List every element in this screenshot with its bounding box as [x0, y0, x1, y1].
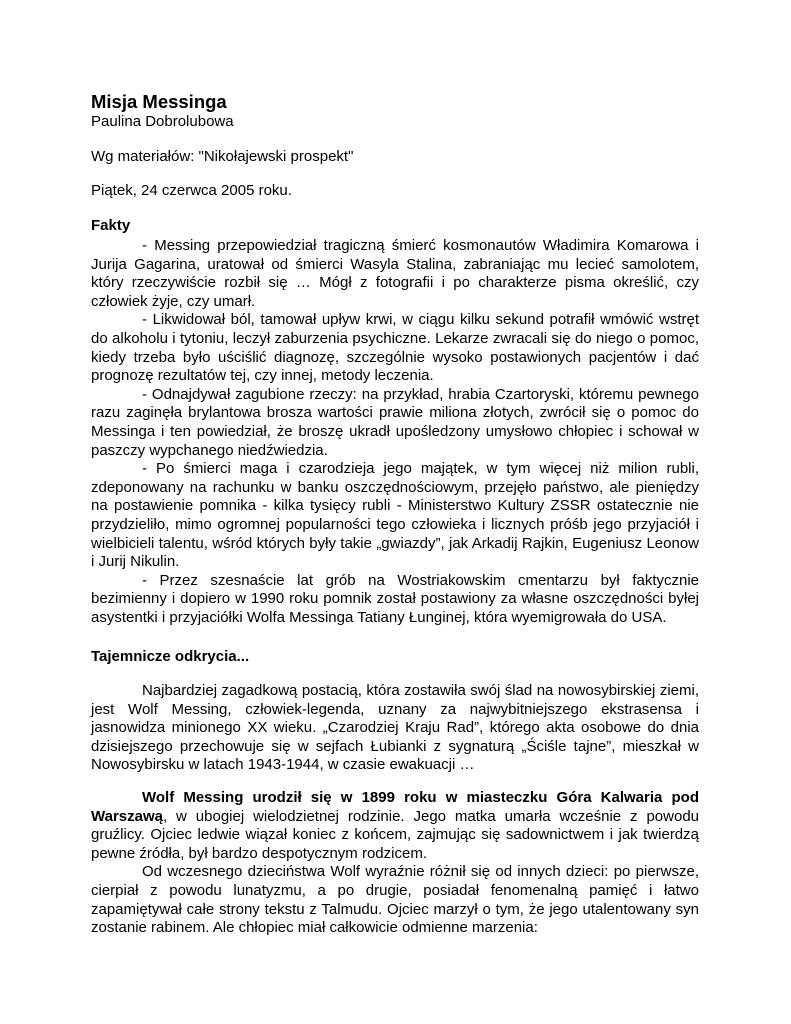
section-heading-facts: Fakty	[91, 217, 131, 234]
date-line: Piątek, 24 czerwca 2005 roku.	[91, 182, 292, 199]
fact-paragraph: - Po śmierci maga i czarodzieja jego majątek, w tym więcej niż milion rubli, zdeponowany na rachunku w banku oszczędnościowym, przejęło państwo, ale pieniędzy na postawienie pomnika - kilka tysięcy rubli - Ministerstwo Kultury ZSSR ostatecznie nie przydzieliło, mimo ogromnej popularności tego człowieka i licznych próśb jego przyjaciół i wielbicieli talentu, wśród których były takie „gwiazdy”, jak Arkadij Rajkin, Eugeniusz Leonow i Jurij Nikulin.	[91, 460, 699, 571]
facts-section	[91, 237, 699, 627]
fact-paragraph: - Odnajdywał zagubione rzeczy: na przykład, hrabia Czartoryski, któremu pewnego razu zaginęła brylantowa brosza wartości prawie miliona złotych, zwrócił się o pomoc do Messinga i ten powiedział, że broszę ukradł upośledzony umysłowo chłopiec i schował w paszczy wypchanego niedźwiedzia.	[91, 385, 699, 459]
biography-paragraph	[91, 789, 699, 863]
biography-rest: , w ubogiej wielodzietnej rodzinie. Jego matka umarła wcześnie z powodu gruźlicy. Ojciec ledwie wiązał koniec z końcem, zajmując się sadownictwem i jak twierdzą pewne źródła, był bardzo despotycznym rodzicem.	[91, 807, 699, 862]
author-name: Paulina Dobrolubowa	[91, 113, 234, 130]
fact-paragraph: - Przez szesnaście lat grób na Wostriakowskim cmentarzu był faktycznie bezimienny i dopiero w 1990 roku pomnik został postawiony za własne oszczędności byłej asystentki i przyjaciółki Wolfa Messinga Tatiany Łunginej, która wyemigrowała do USA.	[91, 571, 699, 626]
section-heading-mysteries: Tajemnicze odkrycia...	[91, 648, 250, 665]
biography-lead: Wolf Messing urodził się w 1899 roku w miasteczku Góra Kalwaria pod Warszawą	[91, 789, 699, 825]
intro-section	[91, 682, 699, 775]
biography-section	[91, 789, 699, 938]
source-line: Wg materiałów: "Nikołajewski prospekt"	[91, 148, 354, 165]
document-title: Misja Messinga	[91, 91, 227, 112]
intro-paragraph: Najbardziej zagadkową postacią, która zostawiła swój ślad na nowosybirskiej ziemi, jest Wolf Messing, człowiek-legenda, uznany za najwybitniejszego ekstrasensa i jasnowidza minionego XX wieku. „Czarodziej Kraju Rad”, którego akta osobowe do dnia dzisiejszego przechowuje się w sejfach Łubianki z sygnaturą „Ściśle tajne”, mieszkał w Nowosybirsku w latach 1943-1944, w czasie ewakuacji …	[91, 682, 699, 774]
childhood-paragraph: Od wczesnego dzieciństwa Wolf wyraźnie różnił się od innych dzieci: po pierwsze, cierpiał z powodu lunatyzmu, a po drugie, posiadał fenomenalną pamięć i łatwo zapamiętywał całe strony tekstu z Talmudu. Ojciec marzył o tym, że jego utalentowany syn zostanie rabinem. Ale chłopiec miał całkowicie odmienne marzenia:	[91, 863, 699, 937]
fact-paragraph: - Likwidował ból, tamował upływ krwi, w ciągu kilku sekund potrafił wmówić wstręt do alkoholu i tytoniu, leczył zaburzenia psychiczne. Lekarze zwracali się do niego o pomoc, kiedy trzeba było uściślić diagnozę, szczególnie wysoko postawionych pacjentów i dać prognozę rezultatów tej, czy innej, metody leczenia.	[91, 311, 699, 385]
fact-paragraph: - Messing przepowiedział tragiczną śmierć kosmonautów Władimira Komarowa i Jurija Gagarina, uratował od śmierci Wasyla Stalina, zabraniając mu lecieć samolotem, który rzeczywiście rozbił się … Mógł z fotografii i po charakterze pisma określić, czy człowiek żyje, czy umarł.	[91, 237, 699, 310]
